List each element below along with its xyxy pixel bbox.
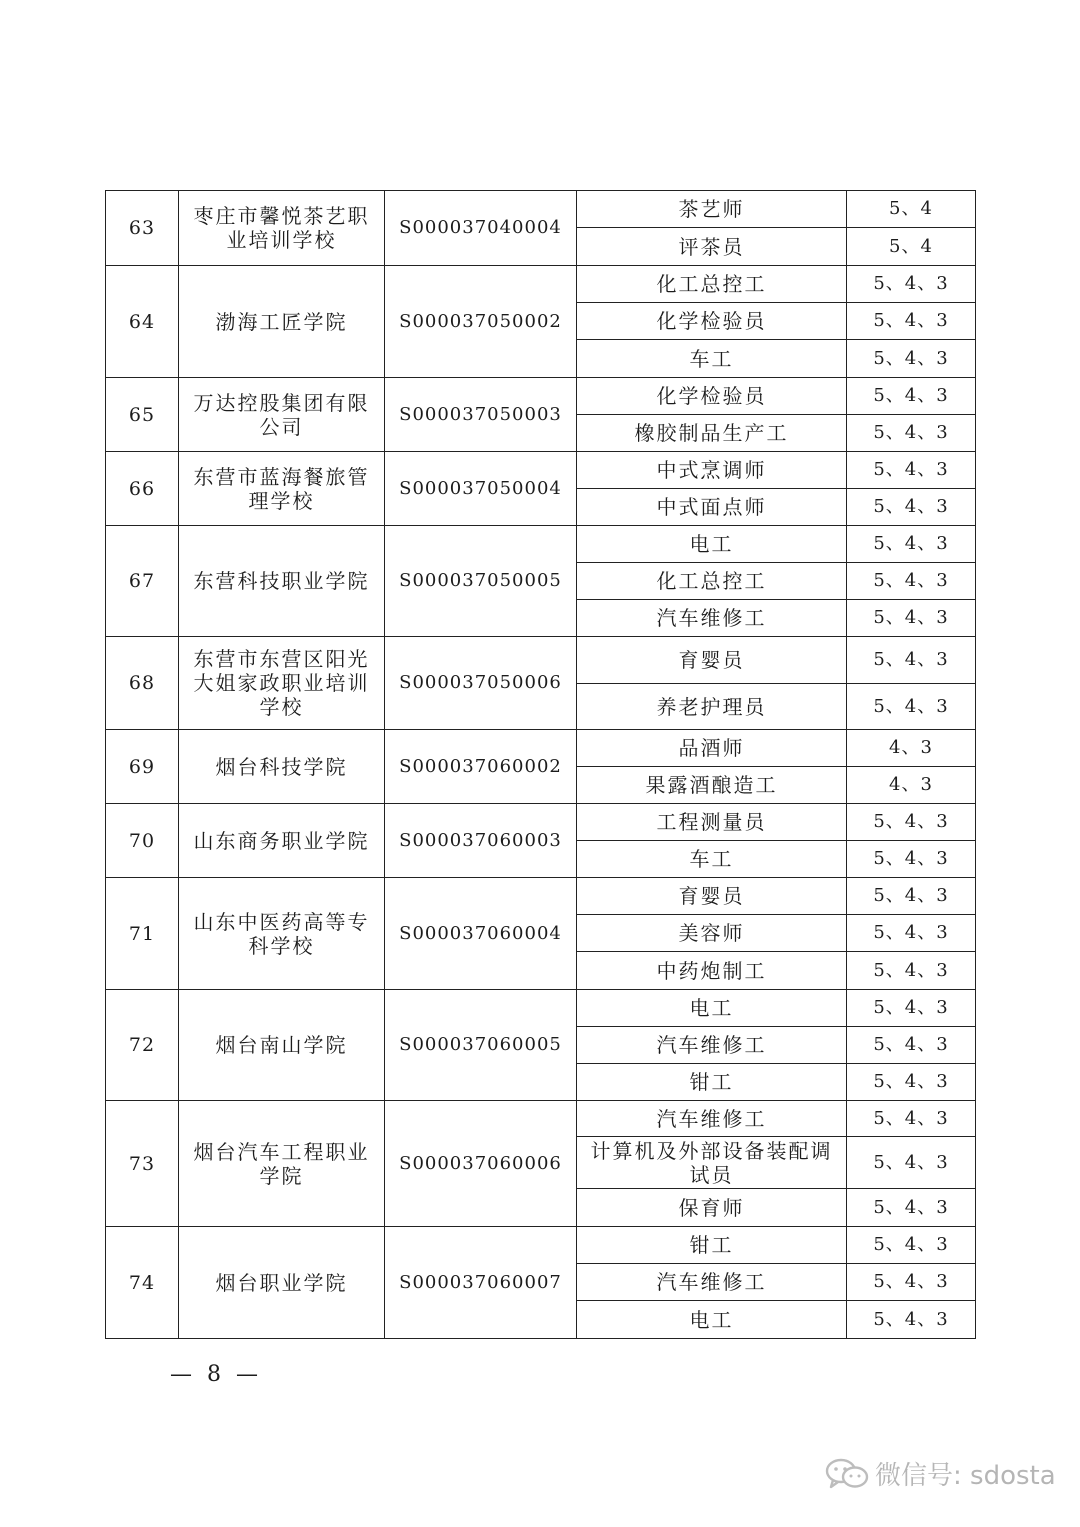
occupation-name: 育婴员 bbox=[577, 637, 847, 684]
institution-code: S000037050002 bbox=[385, 266, 577, 378]
institution-name: 万达控股集团有限公司 bbox=[179, 378, 385, 452]
occupation-name: 汽车维修工 bbox=[577, 1264, 847, 1301]
occupation-name: 化学检验员 bbox=[577, 378, 847, 415]
institution-name: 山东商务职业学院 bbox=[179, 804, 385, 878]
skill-levels: 5、4、3 bbox=[847, 684, 976, 730]
occupation-name: 电工 bbox=[577, 990, 847, 1027]
occupation-name: 车工 bbox=[577, 340, 847, 378]
row-number: 71 bbox=[106, 878, 179, 990]
table-row bbox=[106, 1101, 976, 1137]
row-number: 70 bbox=[106, 804, 179, 878]
skill-levels: 5、4、3 bbox=[847, 1064, 976, 1101]
institution-code: S000037060005 bbox=[385, 990, 577, 1101]
occupation-name: 工程测量员 bbox=[577, 804, 847, 841]
institution-name: 东营市蓝海餐旅管理学校 bbox=[179, 452, 385, 526]
occupation-name: 车工 bbox=[577, 841, 847, 878]
watermark-text: 微信号: sdosta bbox=[875, 1461, 1056, 1491]
row-number: 67 bbox=[106, 526, 179, 637]
skill-levels: 5、4、3 bbox=[847, 340, 976, 378]
institution-name: 烟台汽车工程职业学院 bbox=[179, 1101, 385, 1227]
institution-name: 东营科技职业学院 bbox=[179, 526, 385, 637]
occupation-name: 汽车维修工 bbox=[577, 1027, 847, 1064]
table-row bbox=[106, 990, 976, 1027]
table-row bbox=[106, 878, 976, 915]
skill-levels: 5、4、3 bbox=[847, 1027, 976, 1064]
occupation-name: 钳工 bbox=[577, 1227, 847, 1264]
occupation-name: 电工 bbox=[577, 1301, 847, 1339]
occupation-name: 保育师 bbox=[577, 1189, 847, 1227]
skill-levels: 5、4、3 bbox=[847, 637, 976, 684]
table-row bbox=[106, 1227, 976, 1264]
table-body bbox=[106, 191, 976, 1339]
occupation-name: 评茶员 bbox=[577, 228, 847, 266]
skill-levels: 5、4、3 bbox=[847, 915, 976, 952]
institution-code: S000037060003 bbox=[385, 804, 577, 878]
institution-code: S000037050004 bbox=[385, 452, 577, 526]
institution-code: S000037050006 bbox=[385, 637, 577, 730]
skill-levels: 5、4、3 bbox=[847, 878, 976, 915]
skill-levels: 5、4、3 bbox=[847, 303, 976, 340]
table-row bbox=[106, 637, 976, 684]
table-row bbox=[106, 191, 976, 228]
skill-levels: 4、3 bbox=[847, 767, 976, 804]
table-row bbox=[106, 730, 976, 767]
occupation-name: 美容师 bbox=[577, 915, 847, 952]
skill-levels: 5、4、3 bbox=[847, 452, 976, 489]
table-row bbox=[106, 266, 976, 303]
occupation-name: 育婴员 bbox=[577, 878, 847, 915]
skill-levels: 5、4、3 bbox=[847, 841, 976, 878]
skill-levels: 5、4、3 bbox=[847, 1227, 976, 1264]
skill-levels: 4、3 bbox=[847, 730, 976, 767]
row-number: 69 bbox=[106, 730, 179, 804]
occupation-name: 果露酒酿造工 bbox=[577, 767, 847, 804]
skill-levels: 5、4、3 bbox=[847, 1101, 976, 1137]
institution-name: 烟台职业学院 bbox=[179, 1227, 385, 1339]
skill-levels: 5、4、3 bbox=[847, 415, 976, 452]
institution-code: S000037050003 bbox=[385, 378, 577, 452]
row-number: 63 bbox=[106, 191, 179, 266]
skill-levels: 5、4、3 bbox=[847, 600, 976, 637]
occupation-name: 钳工 bbox=[577, 1064, 847, 1101]
skill-levels: 5、4、3 bbox=[847, 1301, 976, 1339]
skill-levels: 5、4、3 bbox=[847, 1264, 976, 1301]
skill-levels: 5、4、3 bbox=[847, 1137, 976, 1189]
occupation-name: 中药炮制工 bbox=[577, 952, 847, 990]
occupation-name: 茶艺师 bbox=[577, 191, 847, 228]
occupation-name: 品酒师 bbox=[577, 730, 847, 767]
institution-code: S000037060006 bbox=[385, 1101, 577, 1227]
occupation-name: 化工总控工 bbox=[577, 266, 847, 303]
skill-levels: 5、4、3 bbox=[847, 1189, 976, 1227]
institution-code: S000037050005 bbox=[385, 526, 577, 637]
institution-name: 东营市东营区阳光大姐家政职业培训学校 bbox=[179, 637, 385, 730]
occupation-name: 中式面点师 bbox=[577, 489, 847, 526]
occupation-name: 计算机及外部设备装配调试员 bbox=[577, 1137, 847, 1189]
occupation-name: 化学检验员 bbox=[577, 303, 847, 340]
watermark bbox=[825, 1455, 1056, 1492]
occupation-name: 汽车维修工 bbox=[577, 1101, 847, 1137]
skill-levels: 5、4、3 bbox=[847, 378, 976, 415]
skill-levels: 5、4、3 bbox=[847, 489, 976, 526]
institution-name: 烟台南山学院 bbox=[179, 990, 385, 1101]
row-number: 74 bbox=[106, 1227, 179, 1339]
institution-code: S000037060002 bbox=[385, 730, 577, 804]
institution-name: 枣庄市馨悦茶艺职业培训学校 bbox=[179, 191, 385, 266]
row-number: 66 bbox=[106, 452, 179, 526]
occupation-name: 电工 bbox=[577, 526, 847, 563]
wechat-icon bbox=[825, 1456, 869, 1492]
table-row bbox=[106, 804, 976, 841]
institution-name: 山东中医药高等专科学校 bbox=[179, 878, 385, 990]
institution-code: S000037060004 bbox=[385, 878, 577, 990]
skill-levels: 5、4、3 bbox=[847, 526, 976, 563]
page-number: — 8 — bbox=[170, 1362, 262, 1387]
row-number: 64 bbox=[106, 266, 179, 378]
occupation-name: 橡胶制品生产工 bbox=[577, 415, 847, 452]
table-row bbox=[106, 452, 976, 489]
institution-name: 烟台科技学院 bbox=[179, 730, 385, 804]
occupation-name: 中式烹调师 bbox=[577, 452, 847, 489]
table-row bbox=[106, 378, 976, 415]
skill-levels: 5、4、3 bbox=[847, 563, 976, 600]
row-number: 68 bbox=[106, 637, 179, 730]
table-row bbox=[106, 526, 976, 563]
institution-code: S000037040004 bbox=[385, 191, 577, 266]
skill-levels: 5、4、3 bbox=[847, 952, 976, 990]
occupation-name: 养老护理员 bbox=[577, 684, 847, 730]
institution-code: S000037060007 bbox=[385, 1227, 577, 1339]
skill-levels: 5、4 bbox=[847, 228, 976, 266]
row-number: 65 bbox=[106, 378, 179, 452]
row-number: 72 bbox=[106, 990, 179, 1101]
skill-levels: 5、4、3 bbox=[847, 266, 976, 303]
skill-levels: 5、4、3 bbox=[847, 990, 976, 1027]
skill-levels: 5、4 bbox=[847, 191, 976, 228]
occupation-name: 化工总控工 bbox=[577, 563, 847, 600]
occupation-name: 汽车维修工 bbox=[577, 600, 847, 637]
institution-name: 渤海工匠学院 bbox=[179, 266, 385, 378]
skill-levels: 5、4、3 bbox=[847, 804, 976, 841]
row-number: 73 bbox=[106, 1101, 179, 1227]
qualification-table bbox=[105, 190, 976, 1339]
